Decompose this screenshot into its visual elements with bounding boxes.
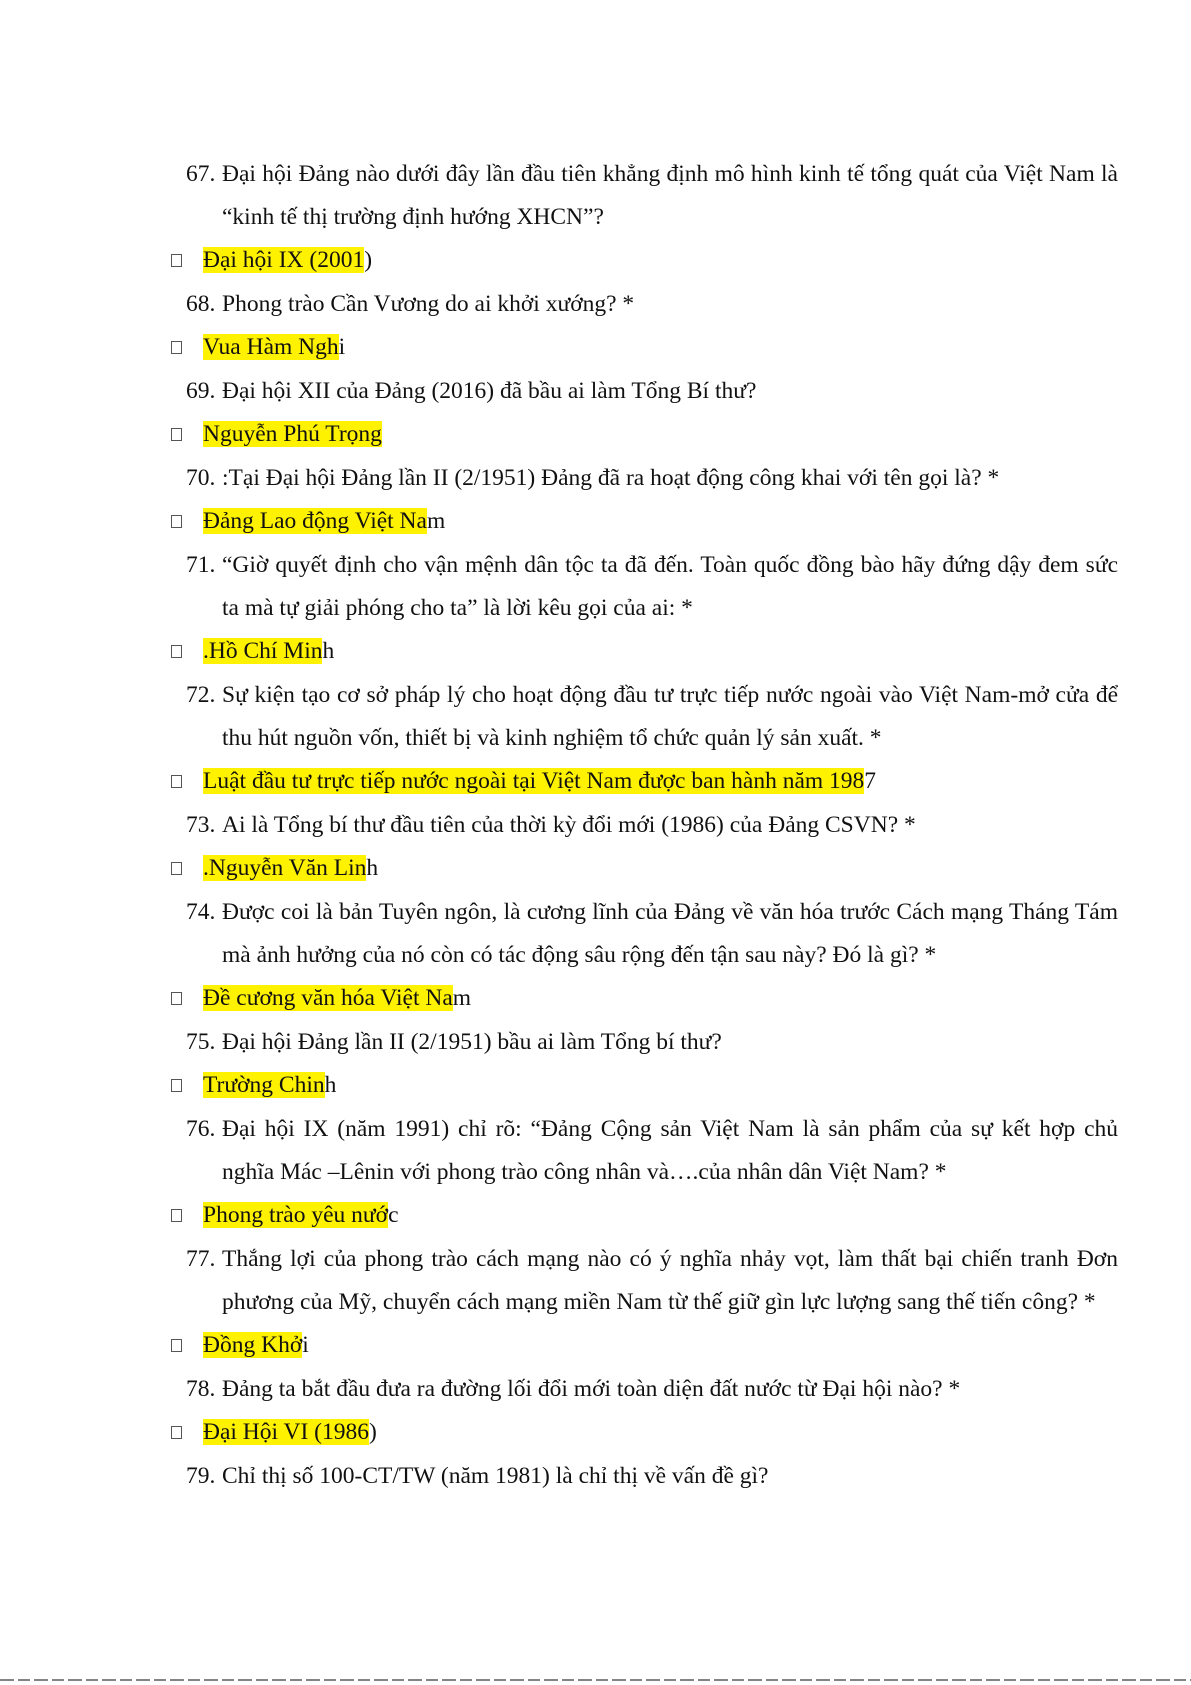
question-73 bbox=[0, 804, 1118, 847]
question-text: Phong trào Cần Vương do ai khởi xướng? * bbox=[222, 291, 635, 317]
question-number: 78. bbox=[186, 1376, 216, 1402]
checkbox-icon bbox=[171, 428, 182, 441]
answer-highlight: Đề cương văn hóa Việt Na bbox=[203, 985, 453, 1011]
question-number: 69. bbox=[186, 378, 216, 404]
question-text: Đại hội Đảng lần II (2/1951) bầu ai làm Tổng bí thư? bbox=[222, 1029, 722, 1055]
question-text: Đảng ta bắt đầu đưa ra đường lối đổi mới toàn diện đất nước từ Đại hội nào? * bbox=[222, 1376, 961, 1402]
question-number: 72. bbox=[186, 682, 216, 708]
question-70 bbox=[0, 457, 1118, 500]
answer-tail: i bbox=[338, 334, 346, 360]
question-number: 67. bbox=[186, 161, 216, 187]
answer-highlight: Vua Hàm Ngh bbox=[203, 334, 339, 360]
answer-highlight: Luật đầu tư trực tiếp nước ngoài tại Việt Nam được ban hành năm 198 bbox=[203, 768, 865, 794]
question-number: 70. bbox=[186, 465, 216, 491]
question-text: Chỉ thị số 100-CT/TW (năm 1981) là chỉ thị về vấn đề gì? bbox=[222, 1463, 769, 1489]
question-77 bbox=[0, 1238, 1118, 1324]
checkbox-icon bbox=[171, 1426, 182, 1439]
checkbox-icon bbox=[171, 992, 182, 1005]
question-number: 68. bbox=[186, 291, 216, 317]
question-67 bbox=[0, 153, 1118, 239]
answer-highlight: Nguyễn Phú Trọng bbox=[203, 421, 382, 447]
answer-tail: h bbox=[322, 638, 335, 664]
answer-highlight: Đại hội IX (2001 bbox=[203, 247, 365, 273]
answer-70 bbox=[0, 500, 1191, 544]
answer-tail: ) bbox=[364, 247, 373, 273]
checkbox-icon bbox=[171, 1209, 182, 1222]
checkbox-icon bbox=[171, 1339, 182, 1352]
question-text: :Tại Đại hội Đảng lần II (2/1951) Đảng đã ra hoạt động công khai với tên gọi là? * bbox=[222, 465, 1000, 491]
question-75 bbox=[0, 1021, 1118, 1064]
question-71 bbox=[0, 544, 1118, 630]
question-number: 77. bbox=[186, 1246, 216, 1272]
answer-69 bbox=[0, 413, 1191, 457]
checkbox-icon bbox=[171, 862, 182, 875]
question-78 bbox=[0, 1368, 1118, 1411]
question-number: 76. bbox=[186, 1116, 216, 1142]
answer-74 bbox=[0, 977, 1191, 1021]
question-text: “Giờ quyết định cho vận mệnh dân tộc ta đã đến. Toàn quốc đồng bào hãy đứng dậy đem sức ta mà tự giải phóng cho ta” là lời kêu gọi của ai: * bbox=[222, 552, 1118, 621]
answer-71 bbox=[0, 630, 1191, 674]
answer-75 bbox=[0, 1064, 1191, 1108]
question-number: 74. bbox=[186, 899, 216, 925]
checkbox-icon bbox=[171, 254, 182, 267]
answer-tail: i bbox=[302, 1332, 309, 1358]
question-number: 79. bbox=[186, 1463, 216, 1489]
answer-highlight: Đảng Lao động Việt Na bbox=[203, 508, 427, 534]
question-text: Đại hội IX (năm 1991) chỉ rõ: “Đảng Cộng sản Việt Nam là sản phẩm của sự kết hợp chủ nghĩa Mác –Lênin với phong trào công nhân và….của nhân dân Việt Nam? * bbox=[222, 1116, 1118, 1185]
question-number: 73. bbox=[186, 812, 216, 838]
answer-tail: h bbox=[366, 855, 379, 881]
page-bottom-divider bbox=[0, 1679, 1191, 1681]
answer-73 bbox=[0, 847, 1191, 891]
answer-tail: c bbox=[388, 1202, 399, 1228]
question-text: Đại hội XII của Đảng (2016) đã bầu ai làm Tổng Bí thư? bbox=[222, 378, 757, 404]
answer-76 bbox=[0, 1194, 1191, 1238]
answer-highlight: Trường Chin bbox=[203, 1072, 325, 1098]
answer-highlight: Đồng Khở bbox=[203, 1332, 303, 1358]
question-text: Đại hội Đảng nào dưới đây lần đầu tiên khẳng định mô hình kinh tế tổng quát của Việt Nam là “kinh tế thị trường định hướng XHCN”? bbox=[222, 161, 1118, 230]
answer-tail: m bbox=[452, 985, 472, 1011]
question-text: Ai là Tổng bí thư đầu tiên của thời kỳ đổi mới (1986) của Đảng CSVN? * bbox=[222, 812, 916, 838]
question-74 bbox=[0, 891, 1118, 977]
answer-67 bbox=[0, 239, 1191, 283]
checkbox-icon bbox=[171, 341, 182, 354]
checkbox-icon bbox=[171, 1079, 182, 1092]
question-68 bbox=[0, 283, 1118, 326]
question-list bbox=[0, 153, 1191, 1498]
question-79 bbox=[0, 1455, 1118, 1498]
checkbox-icon bbox=[171, 775, 182, 788]
answer-68 bbox=[0, 326, 1191, 370]
answer-tail: m bbox=[426, 508, 446, 534]
checkbox-icon bbox=[171, 515, 182, 528]
question-number: 71. bbox=[186, 552, 216, 578]
answer-highlight: .Nguyễn Văn Lin bbox=[203, 855, 367, 881]
answer-72 bbox=[0, 760, 1191, 804]
question-69 bbox=[0, 370, 1118, 413]
answer-highlight: Đại Hội VI (1986 bbox=[203, 1419, 370, 1445]
answer-tail: ) bbox=[369, 1419, 377, 1445]
question-72 bbox=[0, 674, 1118, 760]
answer-tail: h bbox=[324, 1072, 337, 1098]
answer-highlight: .Hồ Chí Min bbox=[203, 638, 323, 664]
question-number: 75. bbox=[186, 1029, 216, 1055]
checkbox-icon bbox=[171, 645, 182, 658]
answer-78 bbox=[0, 1411, 1191, 1455]
answer-77 bbox=[0, 1324, 1191, 1368]
question-76 bbox=[0, 1108, 1118, 1194]
answer-highlight: Phong trào yêu nướ bbox=[203, 1202, 389, 1228]
question-text: Được coi là bản Tuyên ngôn, là cương lĩnh của Đảng về văn hóa trước Cách mạng Tháng Tám mà ảnh hưởng của nó còn có tác động sâu rộng đến tận sau này? Đó là gì? * bbox=[222, 899, 1118, 968]
question-text: Sự kiện tạo cơ sở pháp lý cho hoạt động đầu tư trực tiếp nước ngoài vào Việt Nam-mở cửa để thu hút nguồn vốn, thiết bị và kinh nghiệm tổ chức quản lý sản xuất. * bbox=[222, 682, 1118, 751]
question-text: Thắng lợi của phong trào cách mạng nào có ý nghĩa nhảy vọt, làm thất bại chiến tranh Đơn phương của Mỹ, chuyển cách mạng miền Nam từ thế giữ gìn lực lượng sang thế tiến công? * bbox=[222, 1246, 1118, 1315]
answer-tail: 7 bbox=[864, 768, 877, 794]
